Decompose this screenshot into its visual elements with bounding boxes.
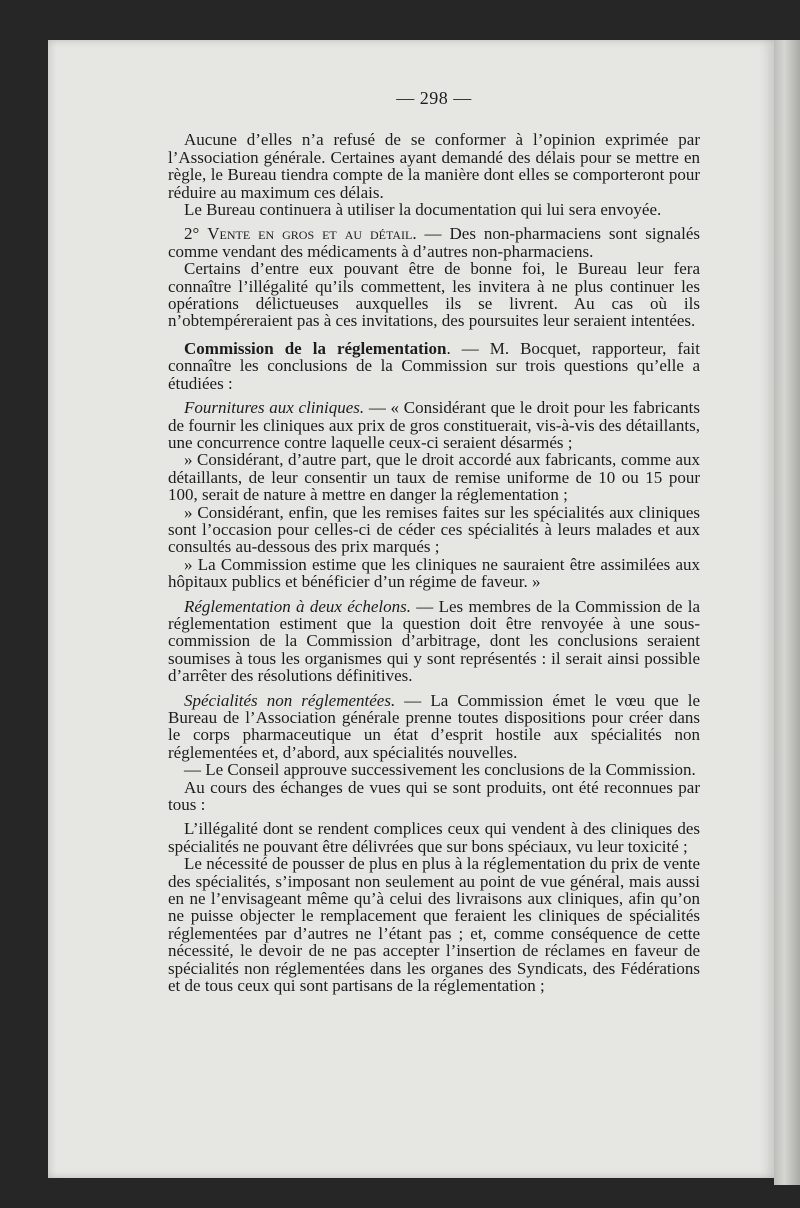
paragraph-3-body: — Des non-pharmaciens sont signalés comme vendant des médicaments à d’autres non-pharmaciens. (168, 224, 700, 261)
section-heading-vente: Vente en gros et au détail. (207, 224, 417, 244)
text-block (168, 90, 700, 995)
section-heading-commission: Commission de la réglementation (184, 338, 447, 358)
subheading-fournitures: Fournitures aux cliniques. (184, 398, 365, 418)
paragraph-10-body: — Les membres de la Commission de la réglementation estiment que la question doit être renvoyée à une sous-commission de la Commission d’arbitrage, dont les conclusions seraient soumises à tous les organismes qui y sont représentés : il serait ainsi possible d’arrêter des résolutions définitives. (168, 596, 701, 686)
paragraph-10 (168, 598, 700, 685)
paragraph-9: » La Commission estime que les cliniques ne sauraient être assimilées aux hôpitaux publics et bénéficier d’un régime de faveur. » (168, 554, 700, 592)
paragraph-2: Le Bureau continuera à utiliser la documentation qui lui sera envoyée. (184, 200, 662, 220)
paragraph-7: » Considérant, d’autre part, que le droit accordé aux fabricants, comme aux détaillants, de leur consentir un taux de remise uniforme de 10 ou 15 pour 100, serait de nature à mettre en danger la réglementation ; (168, 450, 700, 505)
page-edge (774, 40, 800, 1185)
subheading-specialites: Spécialités non réglementées. (184, 690, 396, 710)
paragraph-6 (168, 399, 700, 451)
section-number: 2° (184, 224, 208, 244)
paragraph-15: Le nécessité de pousser de plus en plus à la réglementation du prix de vente des spécialités, s’imposant non seulement au point de vue général, mais aussi en ne l’envisageant même qu’à celui des livraisons aux cliniques, afin qu’on ne puisse objecter le remplacement que feraient les cliniques de spécialités réglementées par d’autres ne l’étant pas ; et, comme conséquence de cette nécessité, le devoir de ne pas accepter l’insertion de réclames en faveur de spécialités non réglementées dans les organes des Syndicats, des Fédérations et de tous ceux qui sont partisans de la réglementation ; (168, 854, 700, 996)
paragraph-5-body: . — M. Bocquet, rapporteur, fait connaître les conclusions de la Commission sur trois questions qu’elle a étudiées : (168, 338, 700, 393)
paragraph-1: Aucune d’elles n’a refusé de se conformer à l’opinion exprimée par l’Association générale. Certaines ayant demandé des délais pour se mettre en règle, le Bureau tiendra compte de la manière dont elles se comporteront pour réduire au maximum ces délais. (168, 130, 700, 202)
paragraph-3 (168, 225, 700, 260)
scanned-page (48, 40, 774, 1178)
paragraph-8: » Considérant, enfin, que les remises faites sur les spécialités aux cliniques sont l’occasion pour celles-ci de céder ces spécialités à leurs malades et aux consultés au-dessous des prix marqués ; (168, 502, 700, 557)
page-number: — 298 — (396, 88, 472, 108)
paragraph-12: — Le Conseil approuve successivement les conclusions de la Commission. (184, 760, 696, 780)
paragraph-14: L’illégalité dont se rendent complices ceux qui vendent à des cliniques des spécialités ne pouvant être délivrées que sur bons spéciaux, vu leur toxicité ; (168, 819, 700, 856)
paragraph-11 (168, 692, 700, 762)
paragraph-4: Certains d’entre eux pouvant être de bonne foi, le Bureau leur fera connaître l’illégalité qu’ils commettent, les invitera à ne plus continuer les opérations délictueuses auxquelles ils se livrent. Au cas où ils n’obtempéreraient pas à ces invitations, des poursuites leur seraient intentées. (168, 259, 700, 331)
paragraph-5 (168, 340, 700, 392)
subheading-reglementation: Réglementation à deux échelons. (184, 596, 411, 616)
paragraph-11-body: — La Commission émet le vœu que le Bureau de l’Association générale prenne toutes dispositions pour créer dans le corps pharmaceutique un état d’esprit hostile aux spécialités non réglementées et, d’abord, aux spécialités nouvelles. (168, 690, 700, 762)
paragraph-13: Au cours des échanges de vues qui se sont produits, ont été reconnues par tous : (168, 777, 700, 815)
paragraph-6-body: — « Considérant que le droit pour les fabricants de fournir les cliniques aux prix de gros constituerait, vis-à-vis des détaillants, une concurrence contre laquelle ceux-ci seraient désarmés ; (168, 398, 701, 452)
